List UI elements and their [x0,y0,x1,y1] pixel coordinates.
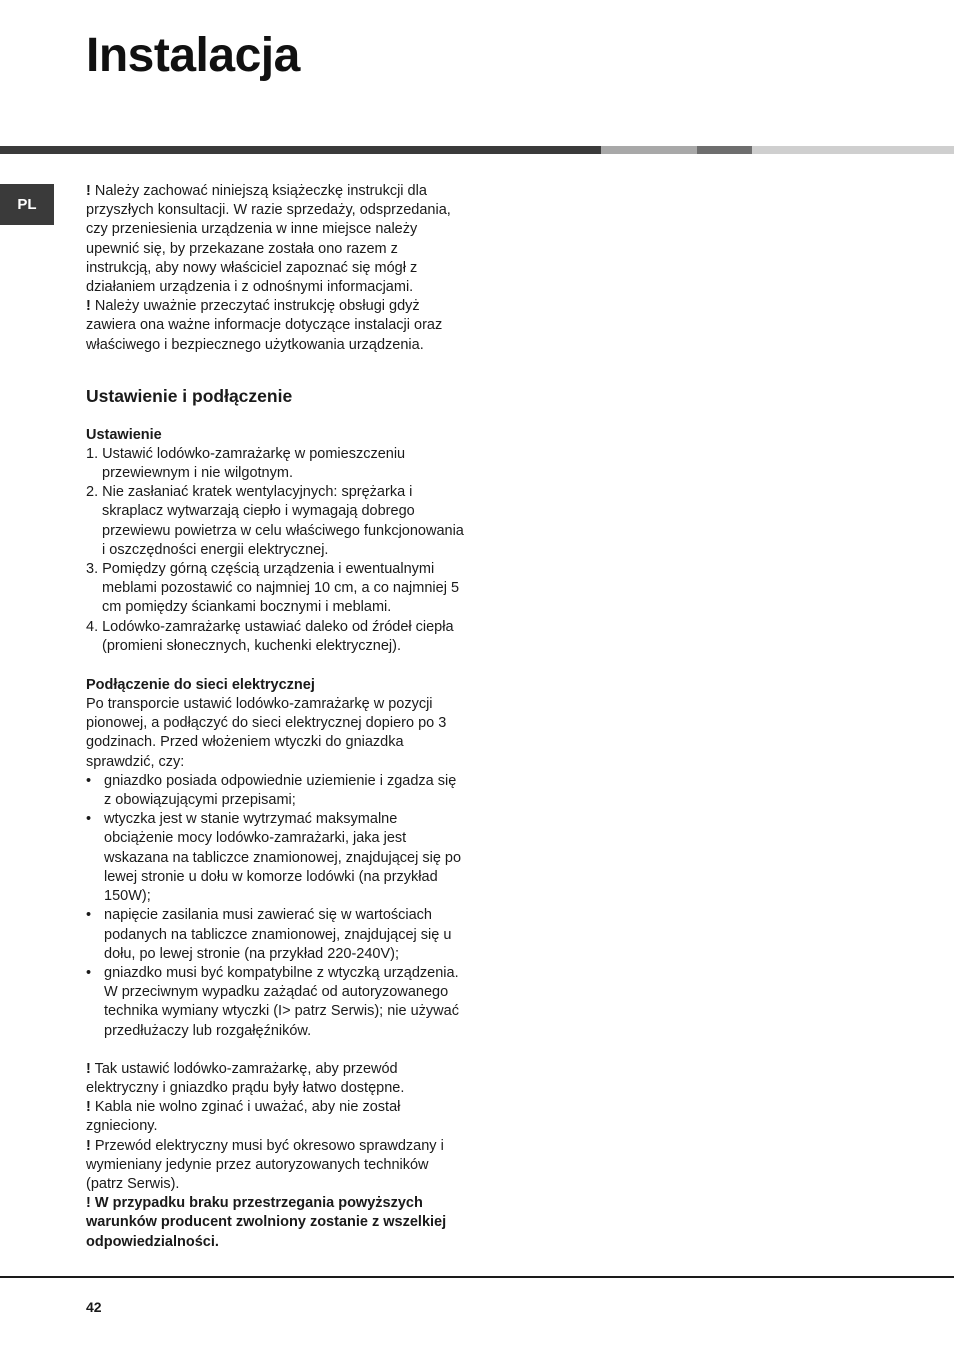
list-item: 3. Pomiędzy górną częścią urządzenia i ewentualnymi meblami pozostawić co najmniej 10 cm, a co najmniej 5 cm pomiędzy ściankami bocznymi i meblami. [86,561,460,616]
exclamation-icon: ! [86,1195,91,1212]
bullet-icon: • [86,772,92,789]
exclamation-icon: ! [86,298,91,315]
warning-note-liability: ! W przypadku braku przestrzegania powyższych warunków producent zwolniony zostanie z wszelkiej odpowiedzialności. [86,1195,447,1250]
exclamation-icon: ! [86,1060,91,1077]
placement-list [86,445,466,656]
list-item: • gniazdko musi być kompatybilne z wtyczką urządzenia. W przeciwnym wypadku zażądać od autoryzowanego technika wymiany wtyczki (I> patrz Serwis); nie używać przedłużaczy lub rozgałęźników. [86,964,459,1039]
warning-notes [86,1060,466,1252]
intro-note: ! Należy zachować niniejszą książeczkę instrukcji dla przyszłych konsultacji. W razie sprzedaży, odsprzedania, czy przeniesienia urządzenia w inne miejsce należy upewnić się, by przekazane została ono razem z instrukcją, aby nowy właściciel zapoznać się mógł z działaniem urządzenia i z odnośnymi informacjami. [86,183,451,296]
bullet-icon: • [86,907,92,924]
stripe-segment-light [601,146,697,154]
warning-note: ! Przewód elektryczny musi być okresowo sprawdzany i wymieniany jedynie przez autoryzowanych techników (patrz Serwis). [86,1137,444,1192]
warning-note: ! Kabla nie wolno zginać i uważać, aby nie został zgnieciony. [86,1099,401,1135]
subsection-heading-placement: Ustawienie [86,426,162,443]
bullet-icon: • [86,811,92,828]
section-heading: Ustawienie i podłączenie [86,385,293,406]
exclamation-icon: ! [86,183,91,199]
warning-note: ! Tak ustawić lodówko-zamrażarkę, aby przewód elektryczny i gniazdko prądu były łatwo dostępne. [86,1060,405,1096]
exclamation-icon: ! [86,1137,91,1154]
stripe-segment-mid [697,146,752,154]
list-item: 1. Ustawić lodówko-zamrażarkę w pomieszczeniu przewiewnym i nie wilgotnym. [86,445,406,482]
language-tab: PL [0,184,54,225]
list-item: 2. Nie zasłaniać kratek wentylacyjnych: sprężarka i skraplacz wytwarzają ciepło i wymagają dobrego przewiewu powietrza w celu właściwego funkcjonowania i oszczędności energii elektrycznej. [86,484,464,558]
stripe-segment-dark [0,146,601,154]
electrical-checklist [86,772,466,1041]
list-item: • gniazdko posiada odpowiednie uziemienie i zgadza się z obowiązującymi przepisami; [86,772,457,809]
intro-notes [86,182,466,355]
electrical-intro: Po transporcie ustawić lodówko-zamrażarkę w pozycji pionowej, a podłączyć do sieci elektrycznej dopiero po 3 godzinach. Przed włożeniem wtyczki do gniazdka sprawdzić, czy: [86,696,447,770]
exclamation-icon: ! [86,1099,91,1116]
list-item: 4. Lodówko-zamrażarkę ustawiać daleko od źródeł ciepła (promieni słonecznych, kuchenki elektrycznej). [86,618,454,654]
page-number: 42 [86,1299,102,1315]
subsection-heading-electrical: Podłączenie do sieci elektrycznej [86,677,315,694]
main-content [86,182,466,1252]
intro-note: ! Należy uważnie przeczytać instrukcję obsługi gdyż zawiera ona ważne informacje dotyczące instalacji oraz właściwego i bezpiecznego użytkowania urządzenia. [86,298,443,353]
footer-rule [0,1276,954,1278]
list-item: • wtyczka jest w stanie wytrzymać maksymalne obciążenie mocy lodówko-zamrażarki, jaka jest wskazana na tabliczce znamionowej, znajdującej się po lewej stronie u dołu w komorze lodówki (na przykład 150W); [86,811,462,905]
page-title: Instalacja [86,29,300,82]
list-item: • napięcie zasilania musi zawierać się w wartościach podanych na tabliczce znamionowej, znajdującej się u dołu, po lewej stronie (na przykład 220-240V); [86,907,452,962]
stripe-segment-pale [752,146,954,154]
bullet-icon: • [86,964,92,981]
